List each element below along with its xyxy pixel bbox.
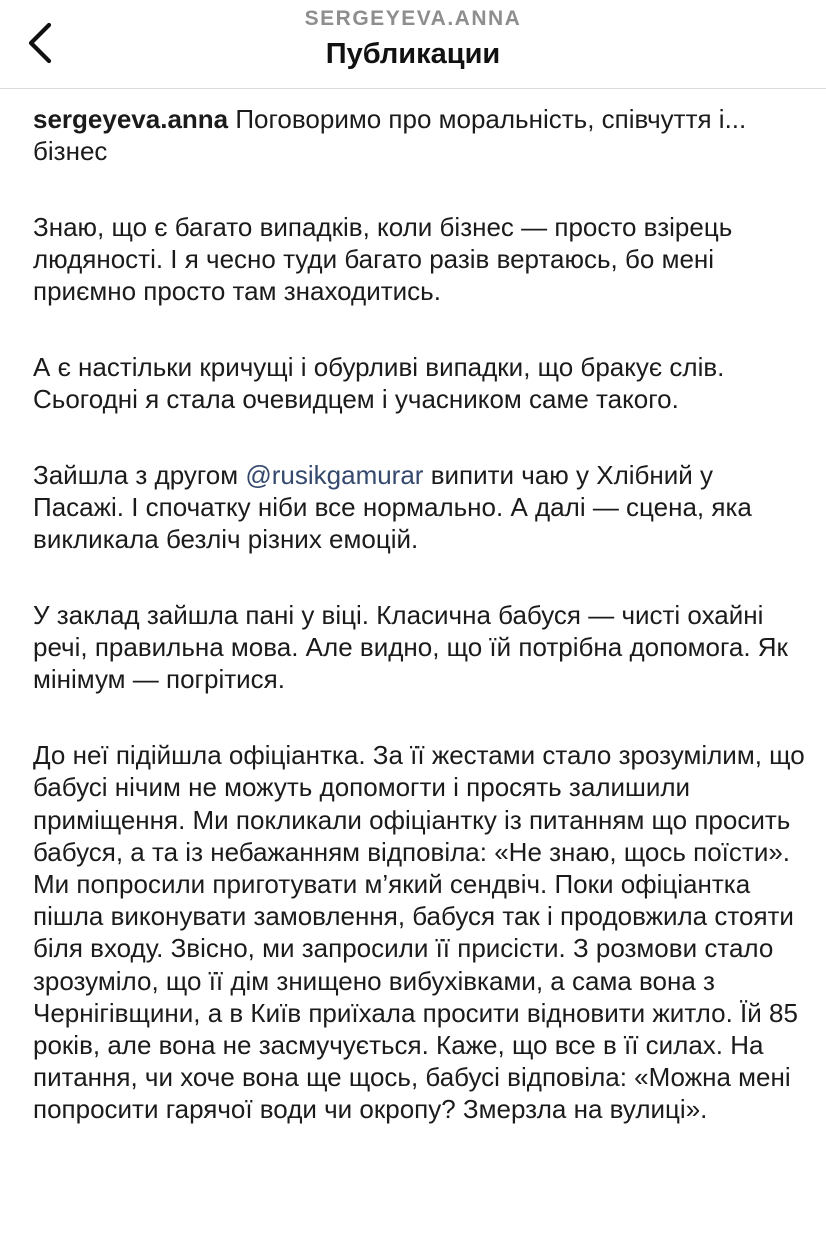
caption-paragraph-4 <box>33 459 808 556</box>
header-titles <box>0 6 826 74</box>
page-title: Публикации <box>325 38 501 70</box>
caption-paragraph-3: А є настільки кричущі і обурливі випадки, що бракує слів. Сьогодні я стала очевидцем і учасником саме такого. <box>33 352 725 415</box>
caption-text: Зайшла з другом <box>33 459 246 490</box>
caption-paragraph-5: У заклад зайшла пані у віці. Класична бабуся — чисті охайні речі, правильна мова. Але видно, що їй потрібна допомога. Як мінімум — погрітися. <box>33 600 788 695</box>
caption-paragraph-2: Знаю, що є багато випадків, коли бізнес — просто взірець людяності. І я чесно туди багато разів вертаюсь, бо мені приємно просто там знаходитись. <box>33 211 733 307</box>
author-username-link[interactable]: sergeyeva.anna <box>33 104 229 134</box>
caption-intro-text: Поговоримо про моральність, співчуття і... бізнес <box>33 104 747 167</box>
mention-link[interactable]: @rusikgamurar <box>245 459 424 490</box>
caption-paragraph-intro <box>33 103 808 167</box>
caption-paragraph-6: До неї підійшла офіціантка. За її жестами стало зрозумілим, що бабусі нічим не можуть допомогти і просять залишили приміщення. Ми покликали офіціантку із питанням що просить бабуся, а та із небажанням відповіла: «Не знаю, щось поїсти». Ми попросили приготувати м’який сендвіч. Поки офіціантка пішла виконувати замовлення, бабуся так і продовжила стояти біля входу. Звісно, ми запросили її присісти. З розмови стало зрозуміло, що її дім знищено вибухівками, а сама вона з Чернігівщини, а в Київ приїхала просити відновити житло. Їй 85 років, але вона не засмучується. Каже, що все в її силах. На питання, чи хоче вона ще щось, бабусі відповіла: «Можна мені попросити гарячої води чи окропу? Змерзла на вулиці». <box>33 740 805 1125</box>
post-caption <box>33 103 808 1169</box>
top-navigation-bar <box>0 0 826 89</box>
caption-text: випити чаю у Хлібний у Пасажі. І спочатку ніби все нормально. А далі — сцена, яка викликала безліч різних емоцій. <box>33 459 752 555</box>
header-username: SERGEYEVA.ANNA <box>304 7 522 30</box>
